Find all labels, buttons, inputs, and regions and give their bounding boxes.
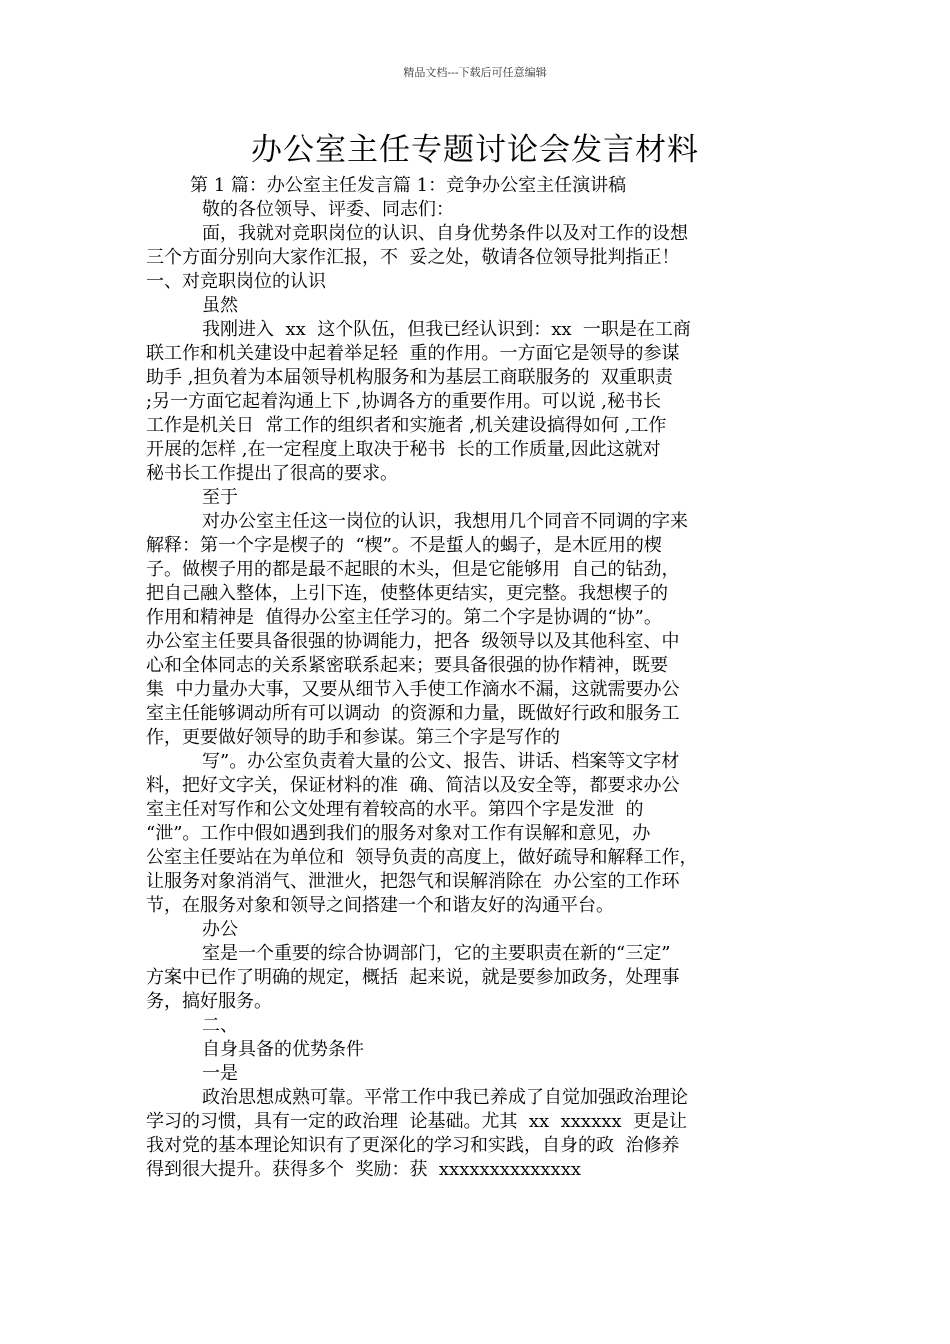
body-line: 第 1 篇：办公室主任发言篇 1：竞争办公室主任演讲稿	[190, 175, 627, 196]
document-title: 办公室主任专题讨论会发言材料	[251, 132, 699, 168]
document-body	[146, 174, 811, 1182]
body-line: 室主任对写作和公文处理有着较高的水平。第四个字是发泄 的	[146, 799, 644, 820]
body-line: 政治思想成熟可靠。平常工作中我已养成了自觉加强政治理论	[202, 1087, 688, 1108]
body-line: 集 中力量办大事，又要从细节入手使工作滴水不漏，这就需要办公	[146, 679, 680, 700]
body-line: 公室主任要站在为单位和 领导负责的高度上，做好疏导和解释工作，	[146, 847, 698, 868]
body-line: 工作是机关日 常工作的组织者和实施者 ,机关建设搞得如何 ,工作	[146, 415, 667, 436]
body-line: 我刚进入 xx 这个队伍，但我已经认识到：xx 一职是在工商	[202, 319, 691, 340]
body-line: 把自己融入整体，上引下连，使整体更结实，更完整。我想楔子的	[146, 583, 668, 604]
body-line: 开展的怎样 ,在一定程度上取决于秘书 长的工作质量,因此这就对	[146, 439, 661, 460]
body-line: 作，更要做好领导的助手和参谋。第三个字是写作的	[146, 727, 560, 748]
body-line: 对办公室主任这一岗位的认识，我想用几个同音不同调的字来	[202, 511, 688, 532]
body-line: 学习的习惯，具有一定的政治理 论基础。尤其 xx xxxxxx 更是让	[146, 1111, 687, 1132]
body-line: 节，在服务对象和领导之间搭建一个和谐友好的沟通平台。	[146, 895, 614, 916]
body-line: 敬的各位领导、评委、同志们：	[202, 199, 454, 220]
body-line: 三个方面分别向大家作汇报，不 妥之处，敬请各位领导批判指正！	[146, 247, 680, 268]
body-line: ;另一方面它起着沟通上下 ,协调各方的重要作用。可以说 ,秘书长	[146, 391, 661, 412]
body-line: 二、	[202, 1015, 238, 1036]
header-note: 精品文档---下载后可任意编辑	[403, 66, 547, 79]
body-line: 联工作和机关建设中起着举足轻 重的作用。一方面它是领导的参谋	[146, 343, 680, 364]
body-line: 秘书长工作提出了很高的要求。	[146, 463, 398, 484]
body-line: 写”。办公室负责着大量的公文、报告、讲话、档案等文字材	[202, 751, 680, 772]
body-line: 办公	[202, 919, 238, 940]
body-line: 虽然	[202, 295, 238, 316]
body-line: 我对党的基本理论知识有了更深化的学习和实践，自身的政 治修养	[146, 1135, 680, 1156]
body-line: 让服务对象消消气、泄泄火，把怨气和误解消除在 办公室的工作环	[146, 871, 680, 892]
body-line: 作用和精神是 值得办公室主任学习的。第二个字是协调的“协”。	[146, 607, 662, 628]
body-line: 务，搞好服务。	[146, 991, 272, 1012]
body-line: 得到很大提升。获得多个 奖励：获 xxxxxxxxxxxxxx	[146, 1159, 582, 1180]
body-line: 至于	[202, 487, 238, 508]
body-line: 一、对竞职岗位的认识	[146, 271, 326, 292]
body-line: 子。做楔子用的都是最不起眼的木头，但是它能够用 自己的钻劲，	[146, 559, 680, 580]
body-line: 室主任能够调动所有可以调动 的资源和力量，既做好行政和服务工	[146, 703, 680, 724]
body-line: 自身具备的优势条件	[202, 1039, 364, 1060]
body-line: 助手 ,担负着为本届领导机构服务和为基层工商联服务的 双重职责	[146, 367, 673, 388]
body-line: 料，把好文字关，保证材料的准 确、简洁以及安全等，都要求办公	[146, 775, 680, 796]
body-line: 室是一个重要的综合协调部门，它的主要职责在新的“三定”	[202, 943, 671, 964]
body-line: 解释：第一个字是楔子的 “楔”。不是蜇人的蝎子，是木匠用的楔	[146, 535, 662, 556]
body-line: 面，我就对竞职岗位的认识、自身优势条件以及对工作的设想	[202, 223, 688, 244]
body-line: 方案中已作了明确的规定，概括 起来说，就是要参加政务，处理事	[146, 967, 680, 988]
body-line: “泄”。工作中假如遇到我们的服务对象对工作有误解和意见，办	[146, 823, 651, 844]
body-line: 心和全体同志的关系紧密联系起来；要具备很强的协作精神，既要	[146, 655, 668, 676]
body-line: 一是	[202, 1063, 238, 1084]
body-line: 办公室主任要具备很强的协调能力，把各 级领导以及其他科室、中	[146, 631, 680, 652]
